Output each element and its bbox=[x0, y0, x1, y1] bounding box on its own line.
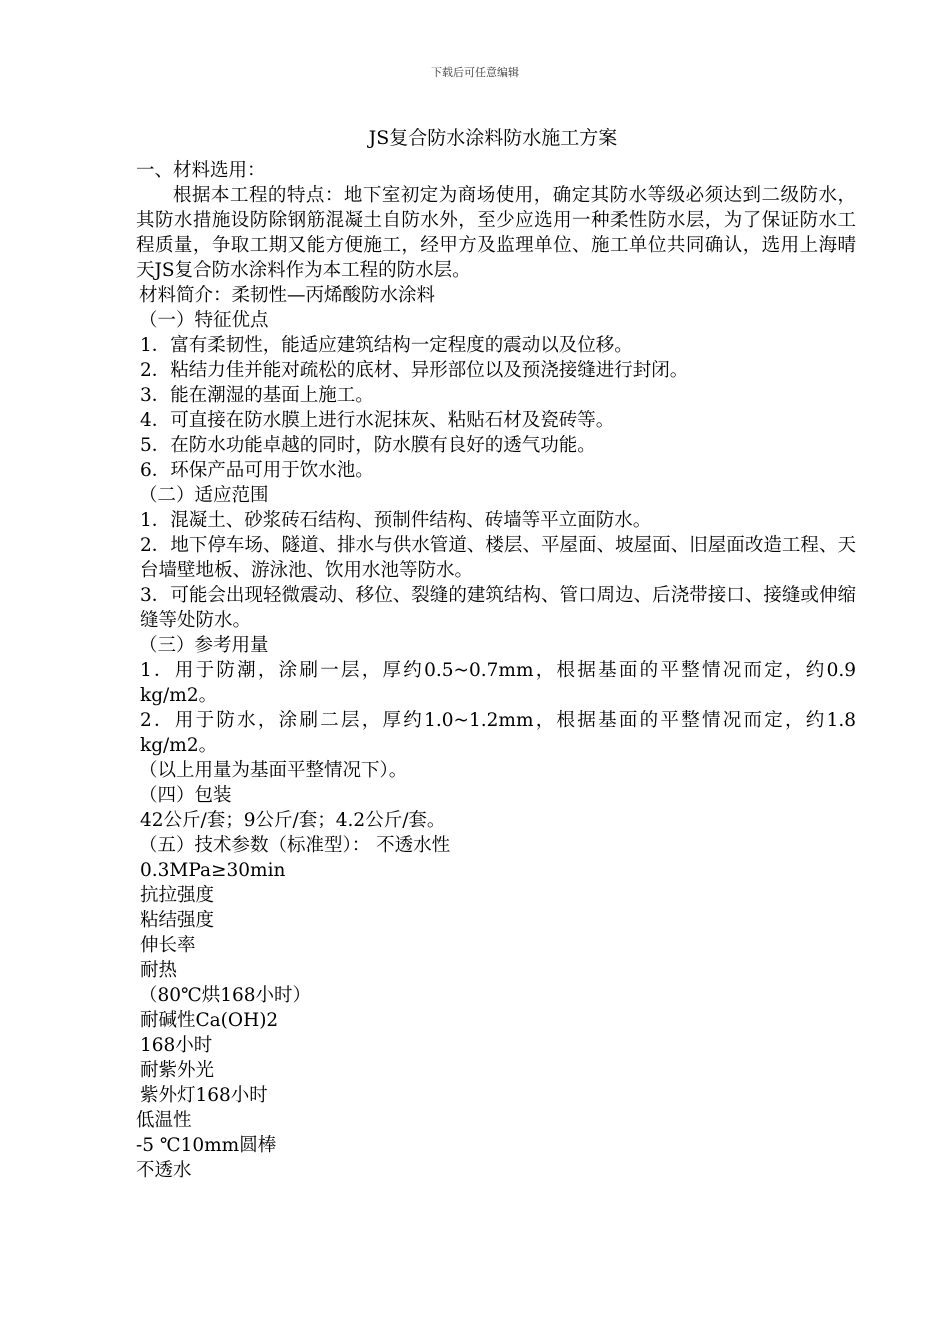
feature-item: 4．可直接在防水膜上进行水泥抹灰、粘贴石材及瓷砖等。 bbox=[140, 410, 615, 431]
param-line: 耐热 bbox=[140, 960, 178, 981]
scope-item: 2．地下停车场、隧道、排水与供水管道、楼层、平屋面、坡屋面、旧屋面改造工程、天台墙壁地板、游泳池、饮用水池等防水。 bbox=[140, 535, 856, 581]
section-heading-materials: 一、材料选用： bbox=[136, 160, 266, 181]
param-line: 粘结强度 bbox=[140, 910, 215, 931]
param-line: 不透水 bbox=[136, 1160, 192, 1181]
feature-item: 5．在防水功能卓越的同时，防水膜有良好的透气功能。 bbox=[140, 435, 596, 456]
document-title: JS复合防水涂料防水施工方案 bbox=[368, 127, 618, 149]
param-line: 紫外灯168小时 bbox=[140, 1085, 268, 1106]
usage-item: 2．用于防水，涂刷二层，厚约1.0~1.2mm，根据基面的平整情况而定，约1.8 kg/m2。 bbox=[140, 710, 862, 756]
scope-item: 3．可能会出现轻微震动、移位、裂缝的建筑结构、管口周边、后浇带接口、接缝或伸缩缝等处防水。 bbox=[140, 585, 856, 631]
param-line: 抗拉强度 bbox=[140, 885, 215, 906]
subheading-scope: （二）适应范围 bbox=[139, 485, 269, 506]
param-line: 低温性 bbox=[136, 1110, 192, 1131]
scope-item: 1．混凝土、砂浆砖石结构、预制件结构、砖墙等平立面防水。 bbox=[140, 510, 652, 531]
feature-item: 6．环保产品可用于饮水池。 bbox=[140, 460, 374, 481]
subheading-packaging: （四）包装 bbox=[139, 785, 232, 806]
packaging-info: 42公斤/套；9公斤/套；4.2公斤/套。 bbox=[140, 810, 446, 831]
paragraph-project-description: 根据本工程的特点：地下室初定为商场使用，确定其防水等级必须达到二级防水，其防水措施设防除钢筋混凝土自防水外，至少应选用一种柔性防水层，为了保证防水工程质量，争取工期又能方便施工，经甲方及监理单位、施工单位共同确认，选用上海晴天JS复合防水涂料作为本工程的防水层。 bbox=[136, 185, 856, 281]
document-body bbox=[136, 158, 862, 1183]
material-intro: 材料简介：柔韧性—丙烯酸防水涂料 bbox=[139, 285, 436, 306]
param-line: 伸长率 bbox=[140, 935, 196, 956]
usage-item: 1．用于防潮，涂刷一层，厚约0.5~0.7mm，根据基面的平整情况而定，约0.9 kg/m2。 bbox=[140, 660, 862, 706]
subheading-usage: （三）参考用量 bbox=[139, 635, 269, 656]
param-line: -5 ℃10mm圆棒 bbox=[136, 1135, 277, 1156]
param-line: 耐紫外光 bbox=[140, 1060, 215, 1081]
subheading-features: （一）特征优点 bbox=[139, 310, 269, 331]
feature-item: 2．粘结力佳并能对疏松的底材、异形部位以及预浇接缝进行封闭。 bbox=[140, 360, 689, 381]
page-header-note: 下载后可任意编辑 bbox=[431, 66, 519, 79]
feature-item: 3．能在潮湿的基面上施工。 bbox=[140, 385, 374, 406]
feature-item: 1．富有柔韧性，能适应建筑结构一定程度的震动以及位移。 bbox=[140, 335, 633, 356]
param-line: 耐碱性Ca(OH)2 bbox=[140, 1010, 279, 1031]
param-line: （80℃烘168小时） bbox=[139, 985, 312, 1006]
usage-note: （以上用量为基面平整情况下）。 bbox=[139, 760, 408, 781]
param-line: 168小时 bbox=[140, 1035, 213, 1056]
subheading-technical-params: （五）技术参数（标准型）： 不透水性 bbox=[139, 835, 451, 856]
param-line: 0.3MPa≥30min bbox=[140, 860, 286, 881]
